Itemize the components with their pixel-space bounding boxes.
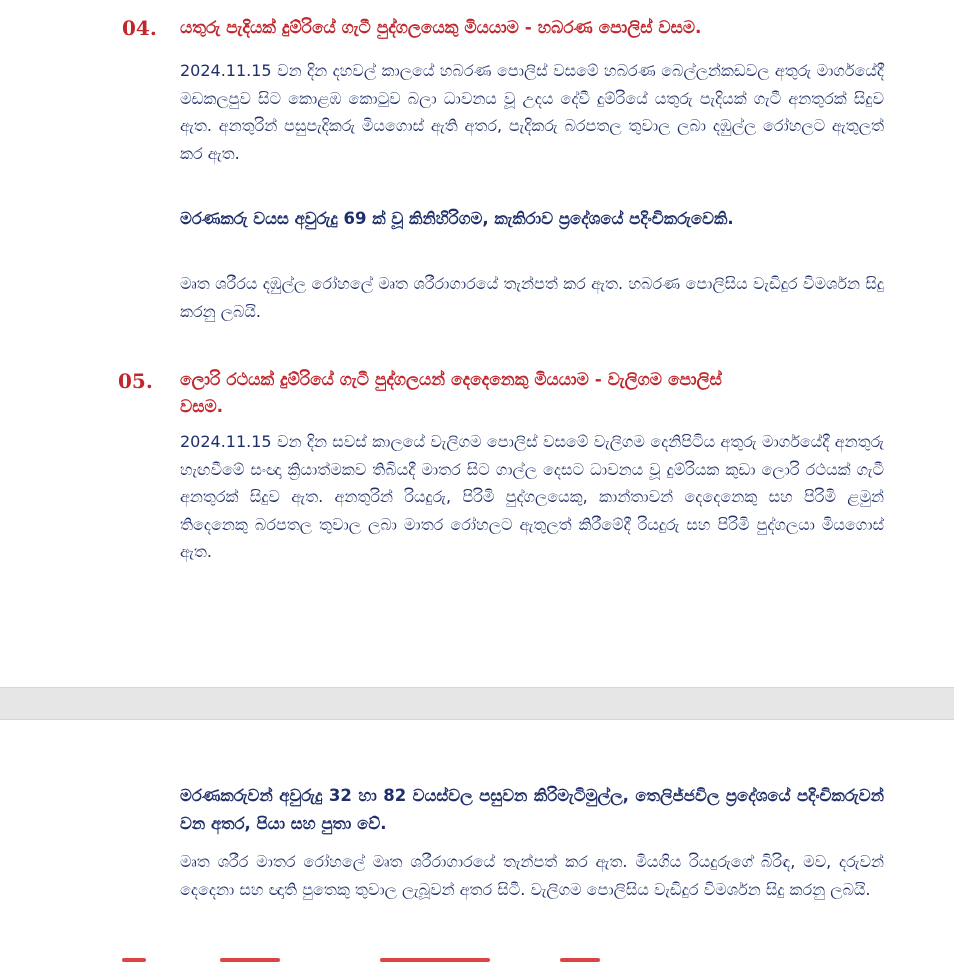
item-04-paragraph-1: 2024.11.15 වන දින දහවල් කාලයේ හබරණ පොලිස් වසමේ හබරණ බෙල්ලන්කඩවල අතුරු මාර්ගයේදී මඩකලපුව සිට කොළඹ කොටුව බලා ධාවනය වූ උදය දේවී දුම්රියේ යතුරු පැදියක් ගැටී අනතුරක් සිදුව ඇත. අනතුරින් පසුපැදිකරු මියගොස් ඇති අතර, පැදිකරු බරපතල තුවාල ලබා දඹුල්ල රෝහලට ඇතුලත් කර ඇත.	[180, 61, 884, 163]
item-number-04: 04.	[122, 16, 157, 40]
item-05-paragraph-1: 2024.11.15 වන දින සවස් කාලයේ වැලිගම පොලිස් වසමේ වැලිගම දෙනිපිටිය අතුරු මාර්ගයේදී අනතුරු හැඟවීමේ සංඥා ක්‍රියාත්මකව තිබියදී මාතර සිට ගාල්ල දෙසට ධාවනය වූ දුම්රියක කුඩා ලොරි රථයක් ගැටී අනතුරක් සිදුව ඇත. අනතුරින් රියදුරු, පිරිමි පුද්ගලයෙකු, කාන්තාවන් දෙදෙනෙකු සහ පිරිමි ළමුන් තිදෙනෙකු බරපතල තුවාල ලබා මාතර රෝහලට ඇතුලත් කිරීමේදී රියදුරු සහ පිරිමි පුද්ගලයා මියගොස් ඇත.	[180, 432, 884, 561]
item-heading-05-line2: වසම.	[180, 397, 224, 417]
continued-paragraph-2: මෘත ශරීර මාතර රෝහලේ මෘත ශරීරාගාරයේ තැන්පත් කර ඇත. මියගිය රියදුරුගේ බිරිඳ, මව, දරුවන් දෙදෙනා සහ ඥාති පුතෙකු තුවාල ලැබූවන් අතර සිටී. වැලිගම පොලිසිය වැඩිදුර විමර්ශන සිදු කරනු ලබයි.	[180, 852, 884, 899]
next-heading-cutoff	[90, 948, 870, 962]
item-04-paragraph-3: මෘත ශරීරය දඹුල්ල රෝහලේ මෘත ශරීරාගාරයේ තැන්පත් කර ඇත. හබරණ පොලිසිය වැඩිදුර විමර්ශන සිදු කරනු ලබයි.	[180, 274, 884, 321]
item-heading-04: යතුරු පැදියක් දුම්රියේ ගැටී පුද්ගලයෙකු මියයාම - හබරණ පොලිස් වසම.	[180, 18, 702, 38]
document-page-2	[0, 720, 954, 962]
item-number-05: 05.	[118, 369, 153, 393]
page-divider	[0, 687, 954, 720]
item-heading-05	[180, 367, 880, 421]
continued-paragraph-1: මරණකරුවන් අවුරුදු 32 හා 82 වයස්වල පසුවන කිරිමැටිමුල්ල, තෙලිජ්ජවිල ප්‍රදේශයේ පදිංචිකරුවන් වන අතර, පියා සහ පුතා වේ.	[180, 786, 884, 833]
item-heading-05-line1: ලොරි රථයක් දුම්රියේ ගැටී පුද්ගලයන් දෙදෙනෙකු මියයාම - වැලිගම පොලිස්	[180, 370, 722, 390]
item-04-paragraph-2: මරණකරු වයස අවුරුදු 69 ක් වූ කිනිහිරිගම, කැකිරාව ප්‍රදේශයේ පදිංචිකරුවෙකි.	[180, 209, 734, 228]
